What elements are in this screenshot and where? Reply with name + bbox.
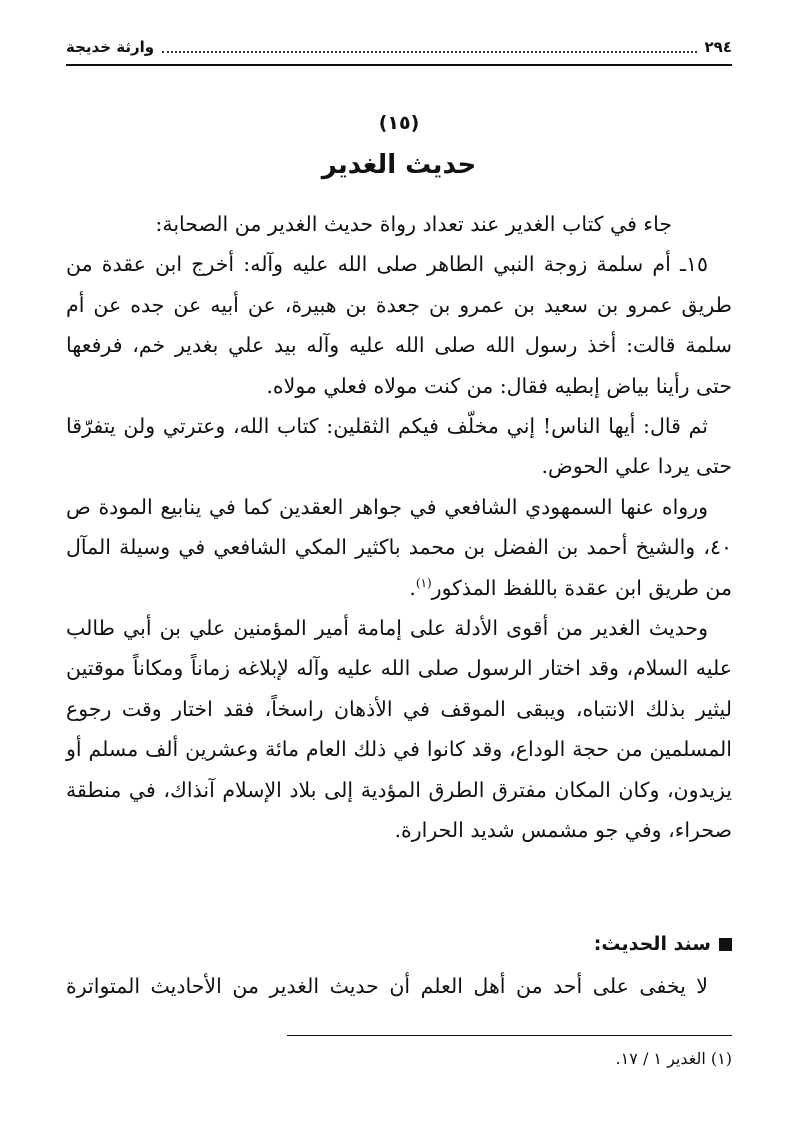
paragraph-narration: ١٥ـ أم سلمة زوجة النبي الطاهر صلى الله عليه وآله: أخرج ابن عقدة من طريق عمرو بن سعيد بن عمرو بن جعدة بن هبيرة، عن أبيه عن جده عن أم سلمة قالت: أخذ رسول الله صلى الله عليه وآله بيد علي بغدير خم، فرفعها حتى رأينا بياض إبطيه فقال: من كنت مولاه فعلي مولاه. [66, 252, 732, 398]
footnote-divider [287, 1035, 732, 1036]
square-bullet-icon [719, 938, 732, 951]
footnote: (١) الغدير ١ / ١٧. [615, 1049, 732, 1068]
sources-text: ورواه عنها السمهودي الشافعي في جواهر العقدين كما في ينابيع المودة ص ٤٠، والشيخ أحمد بن الفضل بن محمد باكثير المكي الشافعي في وسيلة المآل من طريق ابن عقدة باللفظ المذكور [66, 494, 732, 600]
paragraph-thaqalayn: ثم قال: أيها الناس! إني مخلّف فيكم الثقلين: كتاب الله، وعترتي ولن يتفرّقا حتى يردا علي الحوض. [66, 414, 732, 479]
section-number: (١٥) [378, 112, 420, 134]
footnote-reference[interactable]: (١) [415, 575, 432, 590]
paragraph-sources [66, 487, 732, 608]
paragraph-intro: جاء في كتاب الغدير عند تعداد رواة حديث الغدير من الصحابة: [155, 212, 672, 236]
body-text [66, 204, 732, 851]
paragraph-tawatur: لا يخفى على أحد من أهل العلم أن حديث الغدير من الأحاديث المتواترة [66, 974, 708, 998]
subheading-chain-of-narration [66, 926, 732, 962]
page-number: ٢٩٤ [704, 38, 732, 56]
paragraph-significance: وحديث الغدير من أقوى الأدلة على إمامة أمير المؤمنين علي بن أبي طالب عليه السلام، وقد اختار الرسول صلى الله عليه وآله لإبلاغه زماناً ومكاناً موقتين ليثير بذلك الانتباه، ويبقى الموقف في الأذهان راسخاً، فقد اختار وقت رجوع المسلمين من حجة الوداع، وقد كانوا في ذلك العام مائة وعشرين ألف مسلم أو يزيدون، وكان المكان مفترق الطرق المؤدية إلى بلاد الإسلام آنذاك، في منطقة صحراء، وفي جو مشمس شديد الحرارة. [66, 616, 732, 843]
book-title: وارثة خديجة [66, 38, 155, 56]
dotted-leader [162, 41, 696, 53]
section-title: حديث الغدير [321, 150, 477, 180]
sources-end: . [409, 575, 416, 600]
running-header [66, 34, 732, 66]
subheading-label: سند الحديث: [593, 933, 711, 955]
